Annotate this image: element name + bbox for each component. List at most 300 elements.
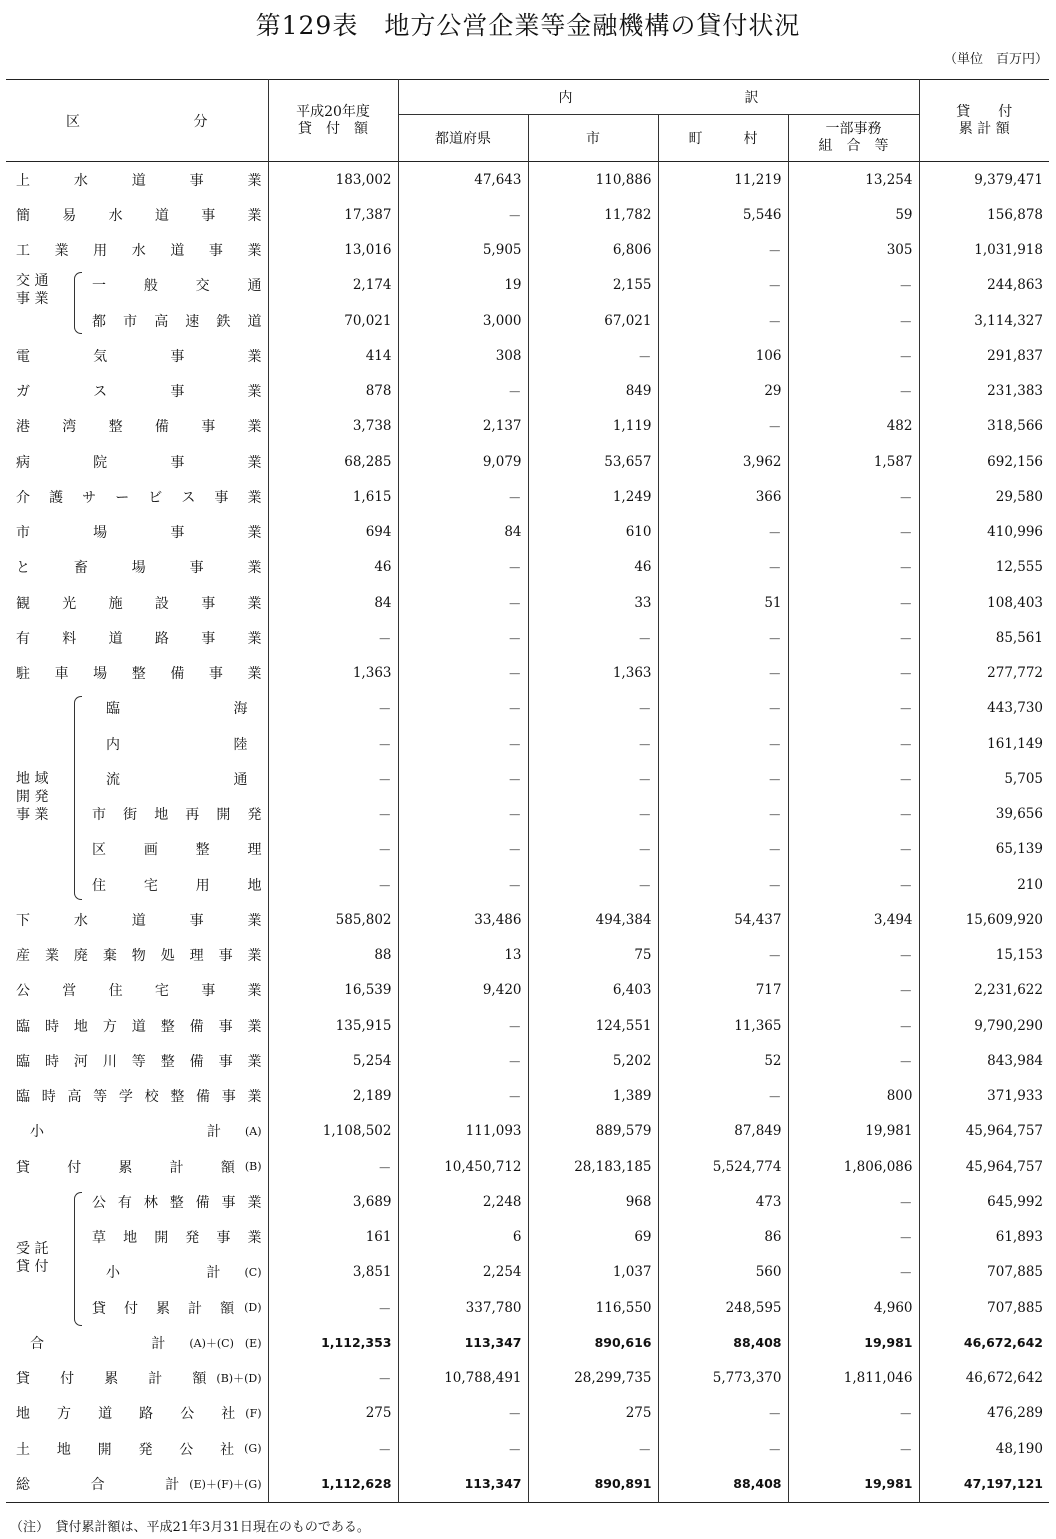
value-cell: 210 — [919, 867, 1049, 902]
row-label-box — [16, 1227, 268, 1247]
row-label-cell — [6, 938, 268, 973]
table-row — [6, 797, 1049, 832]
value-cell: － — [268, 620, 398, 655]
header-town — [658, 115, 788, 162]
value-cell: 6,806 — [528, 233, 658, 268]
value-cell: － — [268, 691, 398, 726]
value-cell: 33 — [528, 585, 658, 620]
value-cell: 88 — [268, 938, 398, 973]
row-label: 貸 付 累 計 額 — [16, 1371, 207, 1388]
value-cell: 2,248 — [398, 1184, 528, 1219]
value-cell: 161,149 — [919, 726, 1049, 761]
value-cell: 17,387 — [268, 197, 398, 232]
value-cell: 476,289 — [919, 1396, 1049, 1431]
table-row — [6, 1431, 1049, 1466]
value-cell: － — [788, 268, 919, 303]
value-cell: 113,347 — [398, 1466, 528, 1502]
value-cell: 11,782 — [528, 197, 658, 232]
value-cell: 13,016 — [268, 233, 398, 268]
value-cell: － — [788, 550, 919, 585]
row-label-box — [16, 452, 268, 472]
value-cell: 39,656 — [919, 797, 1049, 832]
value-cell: 414 — [268, 338, 398, 373]
row-label-cell — [6, 338, 268, 373]
table-row — [6, 867, 1049, 902]
value-cell: － — [398, 374, 528, 409]
value-cell: 19,981 — [788, 1114, 919, 1149]
row-label-box — [16, 1368, 268, 1388]
row-label: 一 般 交 通 — [92, 278, 262, 295]
table-row — [6, 1361, 1049, 1396]
value-cell: － — [658, 832, 788, 867]
row-label-cell — [6, 902, 268, 937]
row-label-cell — [6, 1325, 268, 1360]
value-cell: － — [658, 515, 788, 550]
table-row — [6, 374, 1049, 409]
value-cell: 16,539 — [268, 973, 398, 1008]
row-label-cell — [6, 691, 268, 726]
row-label: 内 陸 — [106, 736, 248, 753]
value-cell: － — [658, 797, 788, 832]
value-cell: 5,254 — [268, 1043, 398, 1078]
value-cell: － — [788, 374, 919, 409]
value-cell: 33,486 — [398, 902, 528, 937]
row-label: 有 料 道 路 事 業 — [16, 630, 262, 647]
value-cell: 3,962 — [658, 444, 788, 479]
table-row — [6, 1184, 1049, 1219]
row-label-box — [16, 205, 268, 225]
value-cell: － — [658, 656, 788, 691]
row-label: 小 計 — [106, 1265, 221, 1282]
row-label-box — [16, 311, 268, 331]
value-cell: 9,379,471 — [919, 162, 1049, 198]
row-label-box — [16, 1157, 268, 1177]
row-label: 土 地 開 発 公 社 — [16, 1441, 235, 1458]
brace-regional — [74, 696, 82, 900]
value-cell: 318,566 — [919, 409, 1049, 444]
value-cell: 135,915 — [268, 1008, 398, 1043]
row-label: 都 市 高 速 鉄 道 — [92, 313, 262, 330]
value-cell: 1,363 — [268, 656, 398, 691]
value-cell: － — [788, 1255, 919, 1290]
value-cell: 87,849 — [658, 1114, 788, 1149]
group-regional-2: 開 発 — [16, 789, 49, 805]
row-label: 草 地 開 発 事 業 — [92, 1230, 262, 1247]
value-cell: 161 — [268, 1220, 398, 1255]
value-cell: 308 — [398, 338, 528, 373]
group-regional — [16, 770, 48, 824]
table-row — [6, 444, 1049, 479]
value-cell: 12,555 — [919, 550, 1049, 585]
header-category-1: 区 — [66, 113, 80, 130]
row-label-cell — [6, 1184, 268, 1219]
value-cell: 275 — [268, 1396, 398, 1431]
value-cell: － — [268, 1290, 398, 1325]
value-cell: 473 — [658, 1184, 788, 1219]
value-cell: － — [788, 761, 919, 796]
value-cell: 5,705 — [919, 761, 1049, 796]
header-union-1: 一部事務 — [825, 121, 882, 137]
value-cell: － — [398, 867, 528, 902]
row-label-box — [16, 875, 268, 895]
value-cell: － — [658, 1079, 788, 1114]
value-cell: 88,408 — [658, 1466, 788, 1502]
value-cell: 968 — [528, 1184, 658, 1219]
table-row — [6, 197, 1049, 232]
value-cell: － — [398, 656, 528, 691]
table-row — [6, 1079, 1049, 1114]
row-label: 電 気 事 業 — [16, 348, 262, 365]
value-cell: － — [788, 515, 919, 550]
value-cell: 29,580 — [919, 479, 1049, 514]
value-cell: 9,420 — [398, 973, 528, 1008]
value-cell: － — [528, 1431, 658, 1466]
value-cell: 3,494 — [788, 902, 919, 937]
row-label-cell — [6, 726, 268, 761]
row-label-box — [16, 1016, 268, 1036]
table-row — [6, 938, 1049, 973]
row-label-cell — [6, 832, 268, 867]
value-cell: － — [398, 585, 528, 620]
header-fy-loan-2: 貸 付 額 — [298, 120, 368, 137]
value-cell: － — [788, 973, 919, 1008]
value-cell: 15,609,920 — [919, 902, 1049, 937]
value-cell: － — [658, 409, 788, 444]
table-row — [6, 162, 1049, 198]
value-cell: 46,672,642 — [919, 1361, 1049, 1396]
value-cell: － — [788, 1431, 919, 1466]
row-mark: (A)＋(C) (E) — [189, 1336, 262, 1350]
row-label-cell — [6, 444, 268, 479]
header-town-2: 村 — [743, 131, 758, 147]
value-cell: － — [398, 691, 528, 726]
row-label: 市 街 地 再 開 発 — [92, 807, 262, 824]
row-label: 工 業 用 水 道 事 業 — [16, 243, 262, 260]
value-cell: 45,964,757 — [919, 1149, 1049, 1184]
value-cell: 13,254 — [788, 162, 919, 198]
row-label-box — [16, 1298, 268, 1318]
header-city: 市 — [528, 115, 658, 162]
value-cell: － — [398, 1043, 528, 1078]
value-cell: － — [788, 1008, 919, 1043]
row-label-cell — [6, 409, 268, 444]
value-cell: 2,155 — [528, 268, 658, 303]
value-cell: 48,190 — [919, 1431, 1049, 1466]
value-cell: 800 — [788, 1079, 919, 1114]
row-label-cell — [6, 515, 268, 550]
row-label-cell — [6, 1043, 268, 1078]
table-header — [6, 80, 1049, 162]
row-label-box — [16, 381, 268, 401]
row-label: 介 護 サ ー ビ ス 事 業 — [16, 489, 262, 506]
row-label-cell — [6, 233, 268, 268]
value-cell: 1,806,086 — [788, 1149, 919, 1184]
value-cell: － — [268, 832, 398, 867]
value-cell: 1,112,628 — [268, 1466, 398, 1502]
header-cumulative-1: 貸 付 — [956, 103, 1013, 120]
row-label-box — [16, 945, 268, 965]
header-breakdown — [398, 80, 919, 115]
group-trust-1: 受 託 — [16, 1241, 49, 1257]
row-label-cell — [6, 620, 268, 655]
value-cell: 113,347 — [398, 1325, 528, 1360]
value-cell: － — [788, 620, 919, 655]
value-cell: 1,389 — [528, 1079, 658, 1114]
header-town-1: 町 — [688, 131, 703, 147]
row-label-box — [16, 839, 268, 859]
value-cell: 1,363 — [528, 656, 658, 691]
row-label: ガ ス 事 業 — [16, 384, 262, 401]
value-cell: 5,905 — [398, 233, 528, 268]
row-label: 公 営 住 宅 事 業 — [16, 983, 262, 1000]
value-cell: － — [788, 656, 919, 691]
row-label-box — [16, 1051, 268, 1071]
row-label-box — [16, 487, 268, 507]
header-union — [788, 115, 919, 162]
value-cell: 69 — [528, 1220, 658, 1255]
value-cell: 86 — [658, 1220, 788, 1255]
value-cell: 410,996 — [919, 515, 1049, 550]
row-mark: (C) — [244, 1265, 262, 1279]
table-row — [6, 761, 1049, 796]
value-cell: 494,384 — [528, 902, 658, 937]
value-cell: － — [398, 620, 528, 655]
value-cell: 890,616 — [528, 1325, 658, 1360]
row-label-cell — [6, 1008, 268, 1043]
value-cell: － — [788, 338, 919, 373]
table-title: 第129表 地方公営企業等金融機構の貸付状況 — [255, 11, 801, 40]
row-mark: (A) — [244, 1124, 262, 1138]
row-label-cell — [6, 374, 268, 409]
row-label-box — [16, 1403, 268, 1423]
value-cell: － — [658, 303, 788, 338]
value-cell: 19 — [398, 268, 528, 303]
value-cell: － — [658, 268, 788, 303]
row-label-cell — [6, 197, 268, 232]
row-label: 市 場 事 業 — [16, 525, 262, 542]
value-cell: － — [788, 1220, 919, 1255]
value-cell: 59 — [788, 197, 919, 232]
value-cell: 1,249 — [528, 479, 658, 514]
value-cell: 13 — [398, 938, 528, 973]
value-cell: 5,202 — [528, 1043, 658, 1078]
value-cell: 11,365 — [658, 1008, 788, 1043]
value-cell: 645,992 — [919, 1184, 1049, 1219]
value-cell: 1,108,502 — [268, 1114, 398, 1149]
row-label: 上 水 道 事 業 — [16, 172, 262, 189]
row-label: 区 画 整 理 — [92, 842, 262, 859]
value-cell: － — [398, 797, 528, 832]
value-cell: 1,615 — [268, 479, 398, 514]
value-cell: － — [658, 1431, 788, 1466]
row-label-cell — [6, 1149, 268, 1184]
value-cell: 108,403 — [919, 585, 1049, 620]
value-cell: 694 — [268, 515, 398, 550]
value-cell: － — [398, 726, 528, 761]
value-cell: 890,891 — [528, 1466, 658, 1502]
value-cell: － — [788, 303, 919, 338]
row-label-cell — [6, 1466, 268, 1502]
table-row — [6, 691, 1049, 726]
row-mark: (G) — [244, 1442, 262, 1456]
group-regional-3: 事 業 — [16, 807, 49, 823]
row-label-box — [16, 416, 268, 436]
header-pref: 都道府県 — [398, 115, 528, 162]
value-cell: 111,093 — [398, 1114, 528, 1149]
value-cell: － — [268, 1149, 398, 1184]
row-label-box — [16, 240, 268, 260]
value-cell: 1,112,353 — [268, 1325, 398, 1360]
table-row — [6, 620, 1049, 655]
value-cell: 46 — [268, 550, 398, 585]
value-cell: － — [268, 1431, 398, 1466]
value-cell: 19,981 — [788, 1466, 919, 1502]
table-row — [6, 479, 1049, 514]
value-cell: 54,437 — [658, 902, 788, 937]
row-label-cell — [6, 867, 268, 902]
value-cell: 88,408 — [658, 1325, 788, 1360]
value-cell: － — [398, 1396, 528, 1431]
value-cell: 19,981 — [788, 1325, 919, 1360]
value-cell: － — [788, 938, 919, 973]
row-label-box — [16, 769, 268, 789]
value-cell: 67,021 — [528, 303, 658, 338]
table-row — [6, 1043, 1049, 1078]
table-row — [6, 832, 1049, 867]
value-cell: 244,863 — [919, 268, 1049, 303]
value-cell: 10,450,712 — [398, 1149, 528, 1184]
value-cell: 28,299,735 — [528, 1361, 658, 1396]
value-cell: 3,000 — [398, 303, 528, 338]
value-cell: 29 — [658, 374, 788, 409]
value-cell: 10,788,491 — [398, 1361, 528, 1396]
value-cell: 610 — [528, 515, 658, 550]
value-cell: 3,114,327 — [919, 303, 1049, 338]
group-transport-1: 交 通 — [16, 273, 49, 289]
value-cell: 15,153 — [919, 938, 1049, 973]
value-cell: 116,550 — [528, 1290, 658, 1325]
row-label: 臨 海 — [106, 701, 248, 718]
header-cumulative-2: 累 計 額 — [958, 120, 1010, 137]
value-cell: － — [658, 691, 788, 726]
value-cell: 124,551 — [528, 1008, 658, 1043]
row-label-box — [16, 557, 268, 577]
row-label-cell — [6, 162, 268, 198]
row-label: 臨 時 河 川 等 整 備 事 業 — [16, 1053, 262, 1070]
value-cell: － — [658, 726, 788, 761]
value-cell: － — [528, 867, 658, 902]
value-cell: － — [398, 832, 528, 867]
value-cell: 65,139 — [919, 832, 1049, 867]
value-cell: 692,156 — [919, 444, 1049, 479]
value-cell: － — [788, 726, 919, 761]
row-mark: (B)＋(D) — [216, 1372, 262, 1386]
value-cell: 707,885 — [919, 1290, 1049, 1325]
value-cell: － — [658, 233, 788, 268]
header-union-2: 組 合 等 — [818, 138, 889, 154]
header-cumulative — [919, 80, 1049, 162]
value-cell: 28,183,185 — [528, 1149, 658, 1184]
table-row — [6, 1290, 1049, 1325]
value-cell: 84 — [398, 515, 528, 550]
value-cell: － — [528, 726, 658, 761]
value-cell: 3,689 — [268, 1184, 398, 1219]
row-label: 駐 車 場 整 備 事 業 — [16, 666, 262, 683]
value-cell: 45,964,757 — [919, 1114, 1049, 1149]
row-label-box — [16, 1439, 268, 1459]
table-row — [6, 1325, 1049, 1360]
row-label-cell — [6, 973, 268, 1008]
value-cell: 443,730 — [919, 691, 1049, 726]
value-cell: 275 — [528, 1396, 658, 1431]
row-label: 下 水 道 事 業 — [16, 912, 262, 929]
value-cell: － — [398, 479, 528, 514]
row-label: 臨 時 高 等 学 校 整 備 事 業 — [16, 1089, 262, 1106]
value-cell: － — [788, 585, 919, 620]
value-cell: 75 — [528, 938, 658, 973]
brace-transport — [74, 272, 82, 334]
value-cell: 2,189 — [268, 1079, 398, 1114]
row-mark: (B) — [244, 1160, 262, 1174]
value-cell: － — [788, 1043, 919, 1078]
value-cell: － — [268, 726, 398, 761]
table-row — [6, 1149, 1049, 1184]
value-cell: － — [658, 938, 788, 973]
row-label-cell — [6, 550, 268, 585]
value-cell: 110,886 — [528, 162, 658, 198]
value-cell: － — [788, 867, 919, 902]
value-cell: 47,643 — [398, 162, 528, 198]
value-cell: － — [788, 797, 919, 832]
table-row — [6, 1008, 1049, 1043]
value-cell: － — [528, 832, 658, 867]
value-cell: － — [398, 1431, 528, 1466]
value-cell: 52 — [658, 1043, 788, 1078]
table-row — [6, 303, 1049, 338]
value-cell: － — [658, 761, 788, 796]
table-body — [6, 162, 1049, 1503]
group-trust — [16, 1240, 48, 1276]
value-cell: － — [398, 197, 528, 232]
row-label-box — [16, 734, 268, 754]
value-cell: 337,780 — [398, 1290, 528, 1325]
value-cell: － — [788, 832, 919, 867]
group-transport-2: 事 業 — [16, 291, 49, 307]
value-cell: － — [398, 1079, 528, 1114]
header-fy-loan — [268, 80, 398, 162]
value-cell: － — [528, 761, 658, 796]
row-label-cell — [6, 1114, 268, 1149]
value-cell: 291,837 — [919, 338, 1049, 373]
value-cell: 68,285 — [268, 444, 398, 479]
row-label-cell — [6, 479, 268, 514]
value-cell: 85,561 — [919, 620, 1049, 655]
value-cell: 585,802 — [268, 902, 398, 937]
value-cell: － — [658, 867, 788, 902]
value-cell: － — [268, 867, 398, 902]
value-cell: 371,933 — [919, 1079, 1049, 1114]
table-row — [6, 1255, 1049, 1290]
table-row — [6, 973, 1049, 1008]
value-cell: － — [528, 797, 658, 832]
row-label: と 畜 場 事 業 — [16, 560, 262, 577]
table-row — [6, 656, 1049, 691]
value-cell: － — [528, 620, 658, 655]
value-cell: 305 — [788, 233, 919, 268]
header-breakdown-1: 内 — [558, 90, 573, 106]
table-row — [6, 268, 1049, 303]
row-label-cell — [6, 656, 268, 691]
